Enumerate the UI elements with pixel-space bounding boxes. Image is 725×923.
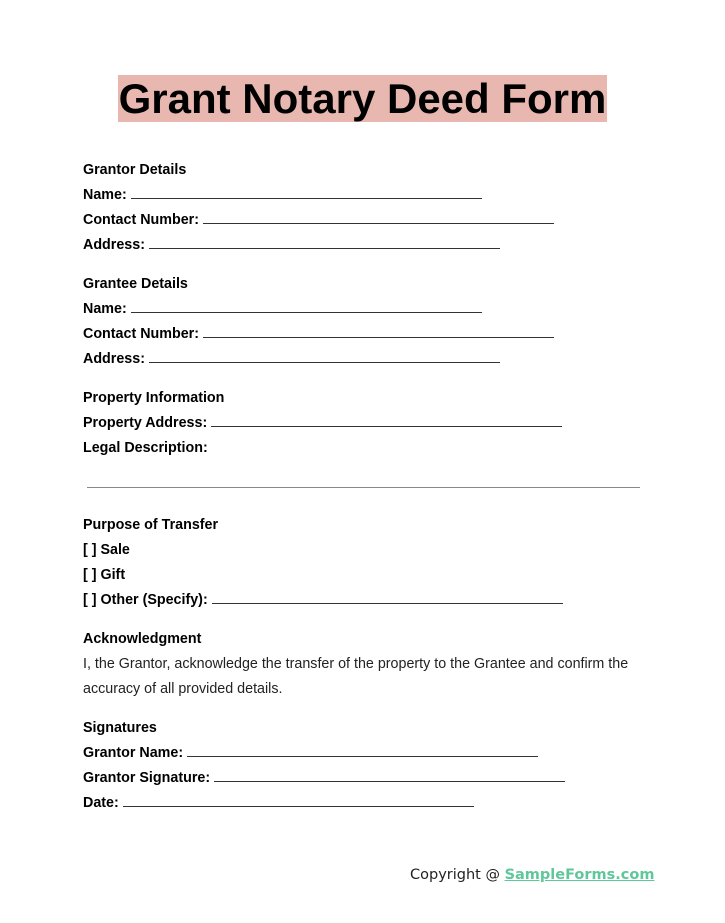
grantor-signature-blank[interactable] bbox=[214, 767, 565, 782]
page-title: Grant Notary Deed Form bbox=[118, 75, 607, 122]
option-other-label: [ ] Other (Specify): bbox=[83, 592, 208, 608]
legal-description-line[interactable] bbox=[87, 487, 640, 488]
property-section bbox=[83, 386, 653, 461]
grantee-name-blank[interactable] bbox=[131, 298, 482, 313]
section-heading: Grantee Details bbox=[83, 276, 188, 292]
copyright-footer bbox=[410, 867, 654, 883]
grantor-address-blank[interactable] bbox=[149, 234, 500, 249]
grantor-name-signature-field bbox=[83, 741, 653, 766]
grantor-name-signature-blank[interactable] bbox=[187, 742, 538, 757]
grantor-contact-field bbox=[83, 208, 653, 233]
grantee-address-field bbox=[83, 347, 653, 372]
form-body bbox=[83, 158, 653, 830]
section-heading: Grantor Details bbox=[83, 162, 187, 178]
grantor-name-blank[interactable] bbox=[131, 184, 482, 199]
property-address-field bbox=[83, 411, 653, 436]
grantee-section bbox=[83, 272, 653, 372]
field-label: Address: bbox=[83, 237, 145, 253]
property-address-blank[interactable] bbox=[211, 412, 562, 427]
grantor-address-field bbox=[83, 233, 653, 258]
grantor-section bbox=[83, 158, 653, 258]
grantor-signature-field bbox=[83, 766, 653, 791]
grantee-contact-field bbox=[83, 322, 653, 347]
other-specify-blank[interactable] bbox=[212, 589, 563, 604]
grantor-contact-blank[interactable] bbox=[203, 209, 554, 224]
section-heading: Signatures bbox=[83, 720, 157, 736]
legal-description-label: Legal Description: bbox=[83, 440, 208, 456]
grantee-address-blank[interactable] bbox=[149, 348, 500, 363]
field-label: Name: bbox=[83, 187, 127, 203]
field-label: Grantor Name: bbox=[83, 745, 184, 761]
grantee-contact-blank[interactable] bbox=[203, 323, 554, 338]
sampleforms-link[interactable]: SampleForms.com bbox=[504, 867, 655, 883]
acknowledgment-text: I, the Grantor, acknowledge the transfer of the property to the Grantee and confirm the accuracy of all provided details. bbox=[83, 656, 629, 697]
grantee-name-field bbox=[83, 297, 653, 322]
title-wrapper bbox=[0, 75, 725, 122]
field-label: Date: bbox=[83, 795, 119, 811]
section-heading: Acknowledgment bbox=[83, 631, 202, 647]
section-heading: Purpose of Transfer bbox=[83, 517, 219, 533]
field-label: Property Address: bbox=[83, 415, 208, 431]
option-gift[interactable]: [ ] Gift bbox=[83, 567, 126, 583]
acknowledgment-section bbox=[83, 627, 653, 702]
field-label: Grantor Signature: bbox=[83, 770, 211, 786]
signatures-section bbox=[83, 716, 653, 816]
copyright-prefix: Copyright @ bbox=[410, 867, 505, 883]
option-sale[interactable]: [ ] Sale bbox=[83, 542, 130, 558]
purpose-section bbox=[83, 513, 653, 613]
grantor-name-field bbox=[83, 183, 653, 208]
date-field bbox=[83, 791, 653, 816]
option-other[interactable] bbox=[83, 588, 653, 613]
date-blank[interactable] bbox=[123, 792, 474, 807]
section-heading: Property Information bbox=[83, 390, 225, 406]
field-label: Name: bbox=[83, 301, 127, 317]
field-label: Address: bbox=[83, 351, 145, 367]
field-label: Contact Number: bbox=[83, 212, 199, 228]
field-label: Contact Number: bbox=[83, 326, 199, 342]
